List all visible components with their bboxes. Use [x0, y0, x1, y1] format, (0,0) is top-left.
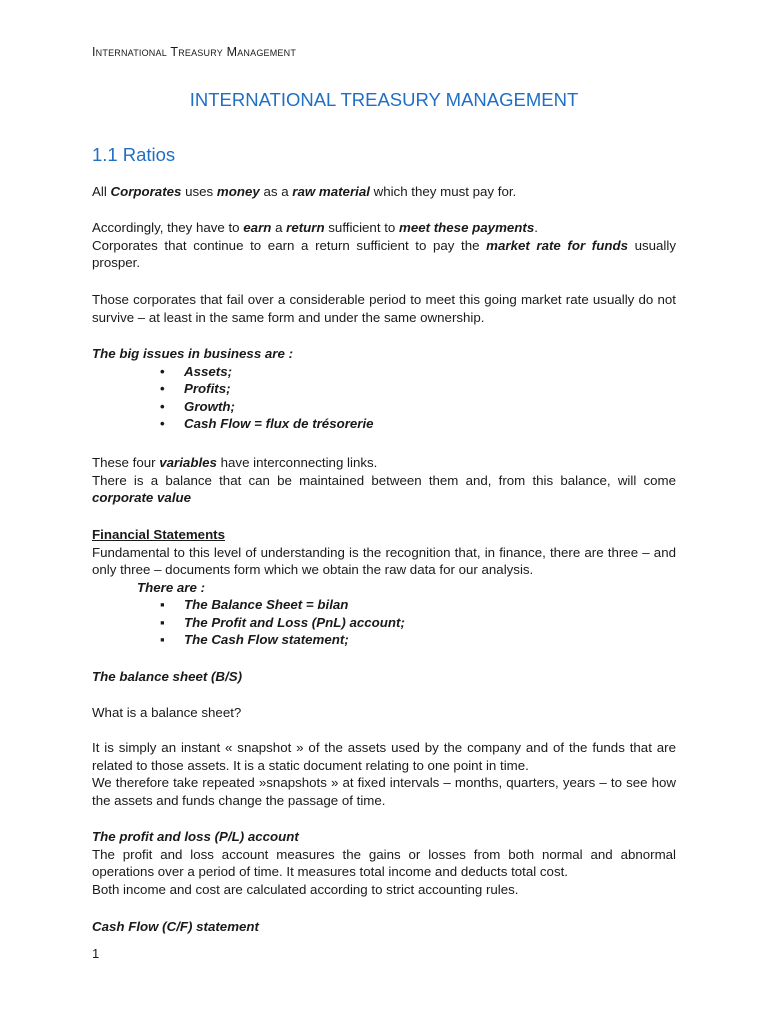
list-item-label: The Cash Flow statement;: [184, 632, 349, 647]
issues-block: [92, 345, 676, 433]
text: All: [92, 184, 111, 199]
paragraph-corporates: [92, 183, 676, 201]
text: uses: [181, 184, 217, 199]
section-number: 1.1: [92, 144, 118, 165]
bullet-icon: •: [160, 398, 165, 414]
document-title: INTERNATIONAL TREASURY MANAGEMENT: [189, 89, 579, 110]
bullet-icon: •: [160, 363, 165, 379]
list-item-label: Profits;: [184, 381, 231, 396]
text: These four: [92, 455, 160, 470]
square-bullet-icon: ▪: [160, 614, 165, 630]
list-item-label: Growth;: [184, 398, 235, 414]
text: sufficient to: [324, 220, 399, 235]
text-emphasis: raw material: [292, 184, 370, 199]
bullet-icon: •: [160, 416, 165, 431]
list-item: [92, 631, 676, 649]
text: .: [534, 220, 538, 235]
text: as a: [259, 184, 293, 199]
list-item: [92, 380, 676, 398]
text: Fundamental to this level of understanding is the recognition that, in finance, there are three – and only three – documents form which we obtain the raw data for our analysis.: [92, 544, 676, 577]
issues-heading: The big issues in business are :: [92, 346, 293, 361]
text: a: [271, 220, 287, 235]
text-emphasis: money: [216, 184, 260, 199]
running-header: International Treasury Management: [92, 45, 297, 59]
financial-statements-heading: Financial Statements: [92, 527, 226, 542]
text: Accordingly, they have to: [92, 220, 244, 235]
list-item-label: The Profit and Loss (PnL) account;: [184, 614, 405, 630]
text: which they must pay for.: [369, 184, 517, 199]
list-item: [92, 398, 676, 416]
financial-statements-block: [92, 526, 676, 649]
text-emphasis: corporate value: [92, 490, 192, 505]
balance-sheet-block: [92, 668, 676, 686]
cash-flow-heading: Cash Flow (C/F) statement: [92, 919, 259, 934]
text: usually prosper.: [92, 237, 676, 270]
balance-sheet-text: [92, 739, 676, 809]
text: Those corporates that fail over a considerable period to meet this going market rate usually do not survive – at least in the same form and under the same ownership.: [92, 292, 676, 325]
list-item-label: Assets;: [184, 363, 233, 379]
list-item-label: Cash Flow = flux de trésorerie: [184, 416, 374, 431]
section-heading: [92, 143, 175, 167]
balance-sheet-question: [92, 704, 676, 722]
list-item: [92, 363, 676, 381]
text: Both income and cost are calculated according to strict accounting rules.: [92, 881, 519, 897]
text-emphasis: market rate for funds: [486, 237, 628, 253]
text-emphasis: earn: [243, 220, 272, 235]
balance-sheet-heading: The balance sheet (B/S): [92, 669, 242, 684]
there-are-label: There are :: [137, 579, 205, 595]
text: What is a balance sheet?: [92, 705, 242, 720]
text: It is simply an instant « snapshot » of the assets used by the company and of the funds that are related to those assets. It is a static document relating to one point in time.: [92, 740, 676, 773]
paragraph-variables: [92, 454, 676, 507]
list-item: [92, 415, 676, 433]
issues-list: [92, 363, 676, 433]
page-number: 1: [92, 946, 100, 961]
text: have interconnecting links.: [216, 455, 378, 470]
text-emphasis: meet these payments: [399, 220, 535, 235]
text: We therefore take repeated »snapshots » at fixed intervals – months, quarters, years – to see how the assets and funds change the passage of time.: [92, 775, 676, 808]
section-title: Ratios: [122, 144, 176, 165]
paragraph-return: [92, 219, 676, 272]
text: The profit and loss account measures the gains or losses from both normal and abnormal operations over a period of time. It measures total income and deducts total cost.: [92, 846, 676, 879]
text: Corporates that continue to earn a return sufficient to pay the: [92, 237, 487, 253]
list-item: [92, 614, 676, 632]
text-emphasis: return: [286, 220, 325, 235]
profit-loss-block: [92, 828, 676, 898]
text: There is a balance that can be maintained between them and, from this balance, will come: [92, 472, 676, 488]
text-emphasis: Corporates: [110, 184, 182, 199]
profit-loss-heading: The profit and loss (P/L) account: [92, 829, 299, 844]
square-bullet-icon: ▪: [160, 597, 165, 612]
bullet-icon: •: [160, 381, 165, 396]
square-bullet-icon: ▪: [160, 632, 165, 647]
list-item-label: The Balance Sheet = bilan: [184, 597, 349, 612]
statements-list: [92, 596, 676, 649]
list-item: [92, 596, 676, 614]
cash-flow-block: [92, 918, 676, 936]
text-emphasis: variables: [159, 455, 217, 470]
paragraph-fail: [92, 291, 676, 326]
